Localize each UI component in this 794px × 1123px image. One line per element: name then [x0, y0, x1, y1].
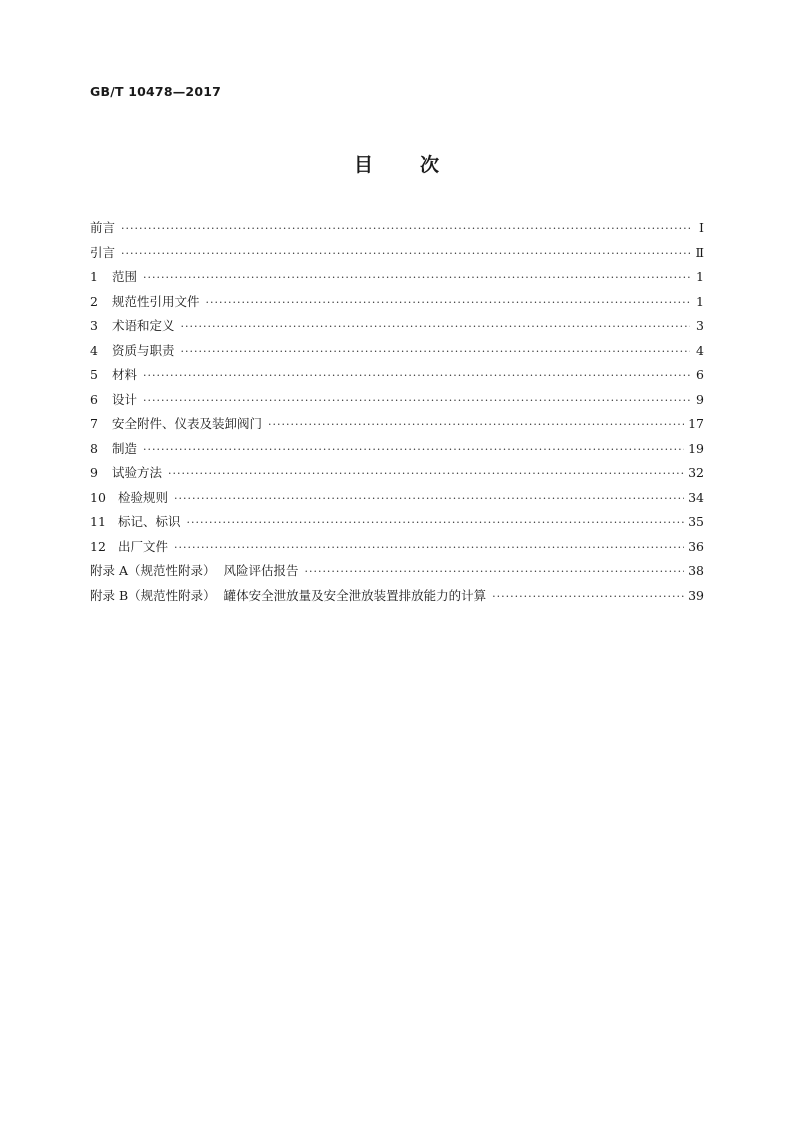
toc-entry-page: 19: [688, 440, 704, 456]
toc-entry-leader: [181, 340, 690, 365]
toc-entry-title: 安全附件、仪表及装卸阀门: [112, 416, 263, 431]
toc-entry-leader: [492, 585, 684, 610]
toc-entry-3[interactable]: [90, 314, 704, 339]
page-title-part2: 次: [420, 154, 441, 176]
toc-entry-title: 材料: [112, 367, 138, 382]
toc-entry-title: 出厂文件: [118, 538, 169, 554]
toc-entry-number: 5: [90, 367, 98, 382]
toc-entry-9[interactable]: [90, 461, 704, 486]
toc-entry-title: 检验规则: [118, 489, 169, 505]
toc-entry-number: 3: [90, 318, 98, 333]
toc-entry-10[interactable]: [90, 486, 704, 511]
toc-entry-page: Ⅰ: [699, 220, 704, 235]
page-title-part1: 目: [353, 154, 374, 176]
toc-entry-leader: [121, 217, 690, 242]
toc-entry-7[interactable]: [90, 412, 704, 437]
toc-entry-title: 试验方法: [112, 465, 163, 480]
toc-entry-leader: [174, 487, 684, 512]
toc-entry-number: 4: [90, 342, 98, 358]
toc-entry-title: 范围: [112, 269, 138, 284]
toc-entry-page: 38: [688, 563, 704, 578]
toc-entry-page: 1: [696, 293, 704, 309]
table-of-contents: [90, 216, 704, 608]
toc-entry-leader: [143, 364, 690, 389]
toc-entry-page: 35: [688, 514, 704, 529]
standard-code: GB/T 10478—2017: [90, 84, 222, 99]
toc-entry-page: Ⅱ: [695, 244, 704, 260]
toc-entry-number: 9: [90, 465, 98, 480]
toc-entry-page: 6: [696, 367, 704, 382]
toc-entry-title: 规范性引用文件: [112, 293, 200, 309]
toc-entry-title: 术语和定义: [112, 318, 175, 333]
toc-entry-number: 2: [90, 293, 98, 309]
toc-entry-number: 12: [90, 538, 106, 554]
toc-entry-leader: [121, 242, 690, 267]
toc-entry-page: 32: [688, 465, 704, 480]
toc-entry-page: 36: [688, 538, 704, 554]
toc-entry-number: 1: [90, 269, 98, 284]
toc-entry-appendix-a[interactable]: [90, 559, 704, 584]
toc-entry-title: 附录 B（规范性附录） 罐体安全泄放量及安全泄放装置排放能力的计算: [90, 587, 487, 603]
toc-entry-leader: [168, 462, 684, 487]
toc-entry-5[interactable]: [90, 363, 704, 388]
toc-entry-leader: [143, 266, 690, 291]
toc-entry-title: 引言: [90, 244, 116, 260]
toc-entry-2[interactable]: [90, 290, 704, 315]
toc-entry-leader: [304, 560, 684, 585]
toc-entry-4[interactable]: [90, 339, 704, 364]
toc-entry-title: 前言: [90, 220, 116, 235]
toc-entry-introduction[interactable]: [90, 241, 704, 266]
toc-entry-8[interactable]: [90, 437, 704, 462]
toc-entry-leader: [174, 536, 684, 561]
toc-entry-page: 1: [696, 269, 704, 284]
toc-entry-page: 17: [688, 416, 704, 431]
toc-entry-leader: [206, 291, 690, 316]
toc-entry-number: 8: [90, 440, 98, 456]
toc-entry-leader: [143, 389, 690, 414]
toc-entry-6[interactable]: [90, 388, 704, 413]
toc-entry-leader: [268, 413, 684, 438]
toc-entry-leader: [181, 315, 690, 340]
toc-entry-appendix-b[interactable]: [90, 584, 704, 609]
toc-entry-title: 设计: [112, 391, 138, 407]
page-title: [0, 150, 794, 177]
toc-entry-page: 34: [688, 489, 704, 505]
toc-entry-leader: [187, 511, 685, 536]
toc-entry-page: 9: [696, 391, 704, 407]
toc-entry-title: 制造: [112, 440, 138, 456]
toc-entry-number: 6: [90, 391, 98, 407]
toc-entry-1[interactable]: [90, 265, 704, 290]
toc-entry-page: 3: [696, 318, 704, 333]
toc-entry-foreword[interactable]: [90, 216, 704, 241]
toc-entry-page: 39: [688, 587, 704, 603]
toc-entry-title: 附录 A（规范性附录） 风险评估报告: [90, 563, 299, 578]
toc-entry-11[interactable]: [90, 510, 704, 535]
toc-entry-page: 4: [696, 342, 704, 358]
toc-entry-leader: [143, 438, 684, 463]
toc-entry-title: 标记、标识: [118, 514, 181, 529]
toc-entry-12[interactable]: [90, 535, 704, 560]
toc-entry-number: 10: [90, 489, 106, 505]
toc-entry-number: 7: [90, 416, 98, 431]
toc-entry-number: 11: [90, 514, 106, 529]
toc-entry-title: 资质与职责: [112, 342, 175, 358]
